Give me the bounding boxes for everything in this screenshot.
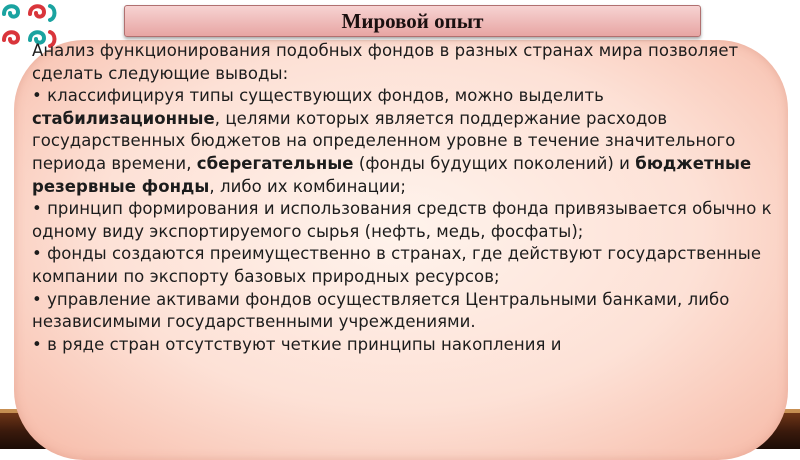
intro-text: Анализ функционирования подобных фондов в разных странах мира позволяет сделать следующие выводы: [32,41,739,83]
bullet-item-management: • управление активами фондов осуществляется Центральными банками, либо независимыми государственными учреждениями. [32,289,730,332]
bullet-marker: • [32,86,42,106]
slide-title: Мировой опыт [341,8,484,33]
term-budget-reserve: бюджетные резервные фонды [32,153,752,196]
bullet-item-accumulation: • в ряде стран отсутствуют четкие принципы накопления и [32,334,562,354]
title-bar [124,5,701,37]
bullet-text: , либо их комбинации; [209,176,407,196]
term-savings: сберегательные [196,153,354,173]
slide-body [32,40,772,356]
bullet-text: (фонды будущих поколений) и [353,153,636,173]
bullet-text: классифицируя типы существующих фондов, можно выделить [41,86,604,106]
bullet-item-creation: • фонды создаются преимущественно в странах, где действуют государственные компании по экспорту базовых природных ресурсов; [32,244,762,286]
bullet-text: , целями которых является поддержание расходов государственных бюджетов на определенном уровне в течение значительного периода времени, [32,108,736,173]
term-stabilization: стабилизационные [32,108,215,128]
bullet-item-classification [32,85,772,198]
bullet-item-principle: • принцип формирования и использования средств фонда привязывается обычно к одному виду экспортируемого сырья (нефть, медь, фосфаты); [32,199,772,241]
